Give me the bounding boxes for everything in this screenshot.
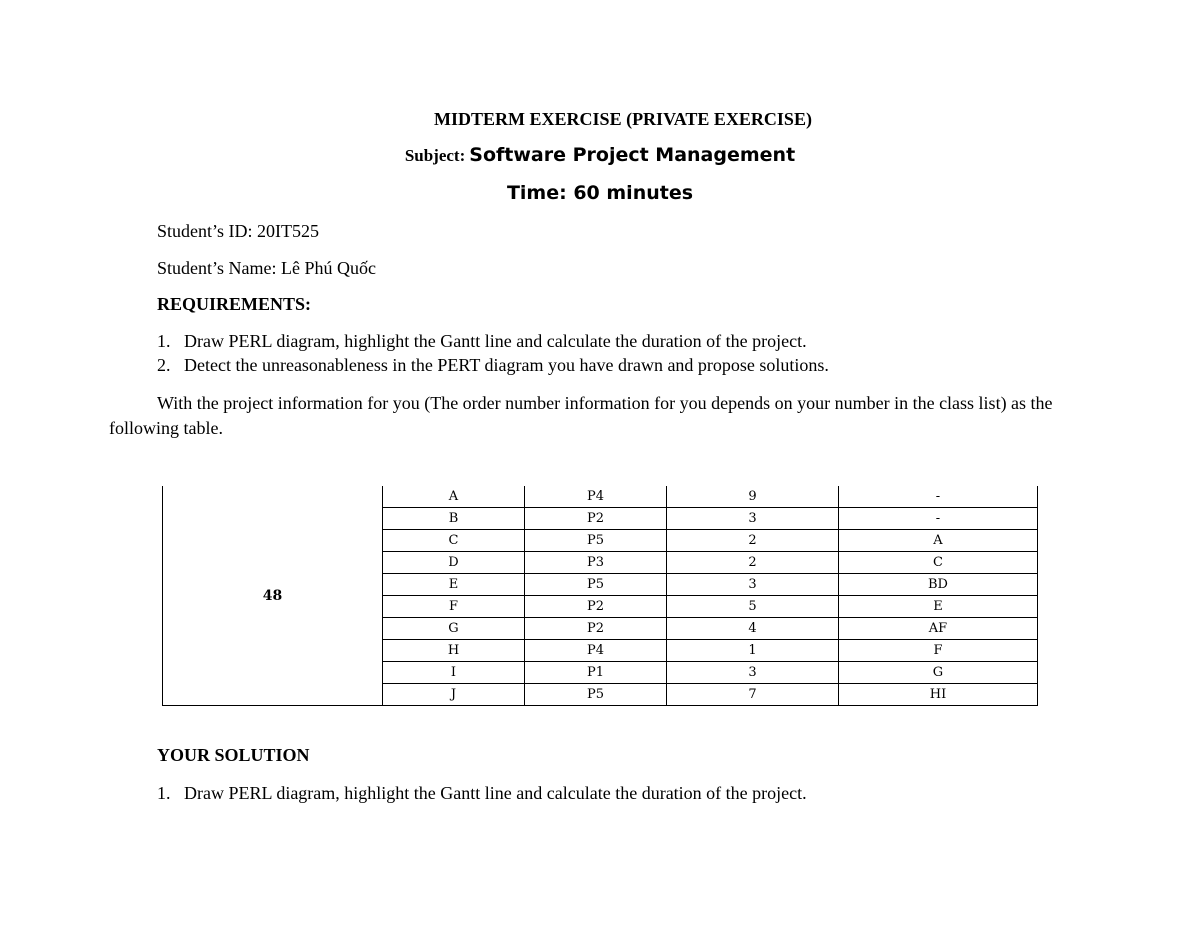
intro-paragraph: With the project information for you (The order number information for you depends on your number in the class list) as the following table. [109, 393, 1053, 438]
task-cell: J [383, 684, 525, 706]
task-cell: F [383, 596, 525, 618]
predecessor-cell: AF [839, 618, 1038, 640]
predecessor-cell: F [839, 640, 1038, 662]
predecessor-cell: HI [839, 684, 1038, 706]
predecessor-cell: BD [839, 574, 1038, 596]
task-cell: G [383, 618, 525, 640]
list-text: Draw PERL diagram, highlight the Gantt line and calculate the duration of the project. [184, 783, 807, 803]
resource-cell: P4 [525, 640, 667, 662]
predecessor-cell: G [839, 662, 1038, 684]
subject-value: Software Project Management [469, 144, 796, 166]
duration-cell: 3 [667, 662, 839, 684]
list-number: 1. [157, 331, 171, 351]
document-title: MIDTERM EXERCISE (PRIVATE EXERCISE) [434, 109, 812, 129]
duration-cell: 1 [667, 640, 839, 662]
time-limit: Time: 60 minutes [506, 182, 694, 204]
list-number: 1. [157, 783, 171, 803]
requirement-item [157, 355, 829, 376]
resource-cell: P5 [525, 530, 667, 552]
duration-cell: 3 [667, 508, 839, 530]
task-cell: D [383, 552, 525, 574]
duration-cell: 7 [667, 684, 839, 706]
requirements-heading: REQUIREMENTS: [157, 294, 312, 314]
solution-item [157, 783, 807, 804]
task-cell: I [383, 662, 525, 684]
resource-cell: P2 [525, 596, 667, 618]
task-cell: E [383, 574, 525, 596]
resource-cell: P5 [525, 684, 667, 706]
table-body [163, 486, 1038, 706]
resource-cell: P4 [525, 486, 667, 508]
predecessor-cell: E [839, 596, 1038, 618]
subject-line [0, 144, 1200, 166]
predecessor-cell: - [839, 508, 1038, 530]
predecessor-cell: C [839, 552, 1038, 574]
resource-cell: P2 [525, 618, 667, 640]
task-cell: A [383, 486, 525, 508]
resource-cell: P5 [525, 574, 667, 596]
student-id: Student’s ID: 20IT525 [157, 221, 319, 241]
list-text: Detect the unreasonableness in the PERT diagram you have drawn and propose solutions. [184, 355, 829, 375]
task-cell: C [383, 530, 525, 552]
project-table [162, 486, 1038, 706]
resource-cell: P2 [525, 508, 667, 530]
duration-cell: 2 [667, 530, 839, 552]
list-number: 2. [157, 355, 171, 375]
requirement-item [157, 331, 807, 352]
list-text: Draw PERL diagram, highlight the Gantt line and calculate the duration of the project. [184, 331, 807, 351]
solution-heading: YOUR SOLUTION [157, 745, 310, 765]
duration-cell: 2 [667, 552, 839, 574]
duration-cell: 9 [667, 486, 839, 508]
duration-cell: 4 [667, 618, 839, 640]
duration-cell: 5 [667, 596, 839, 618]
order-number-cell: 48 [163, 486, 383, 706]
resource-cell: P3 [525, 552, 667, 574]
duration-cell: 3 [667, 574, 839, 596]
predecessor-cell: - [839, 486, 1038, 508]
task-cell: H [383, 640, 525, 662]
subject-label: Subject: [404, 146, 466, 165]
task-cell: B [383, 508, 525, 530]
resource-cell: P1 [525, 662, 667, 684]
student-name: Student’s Name: Lê Phú Quốc [157, 258, 376, 278]
predecessor-cell: A [839, 530, 1038, 552]
table-row [163, 486, 1038, 508]
